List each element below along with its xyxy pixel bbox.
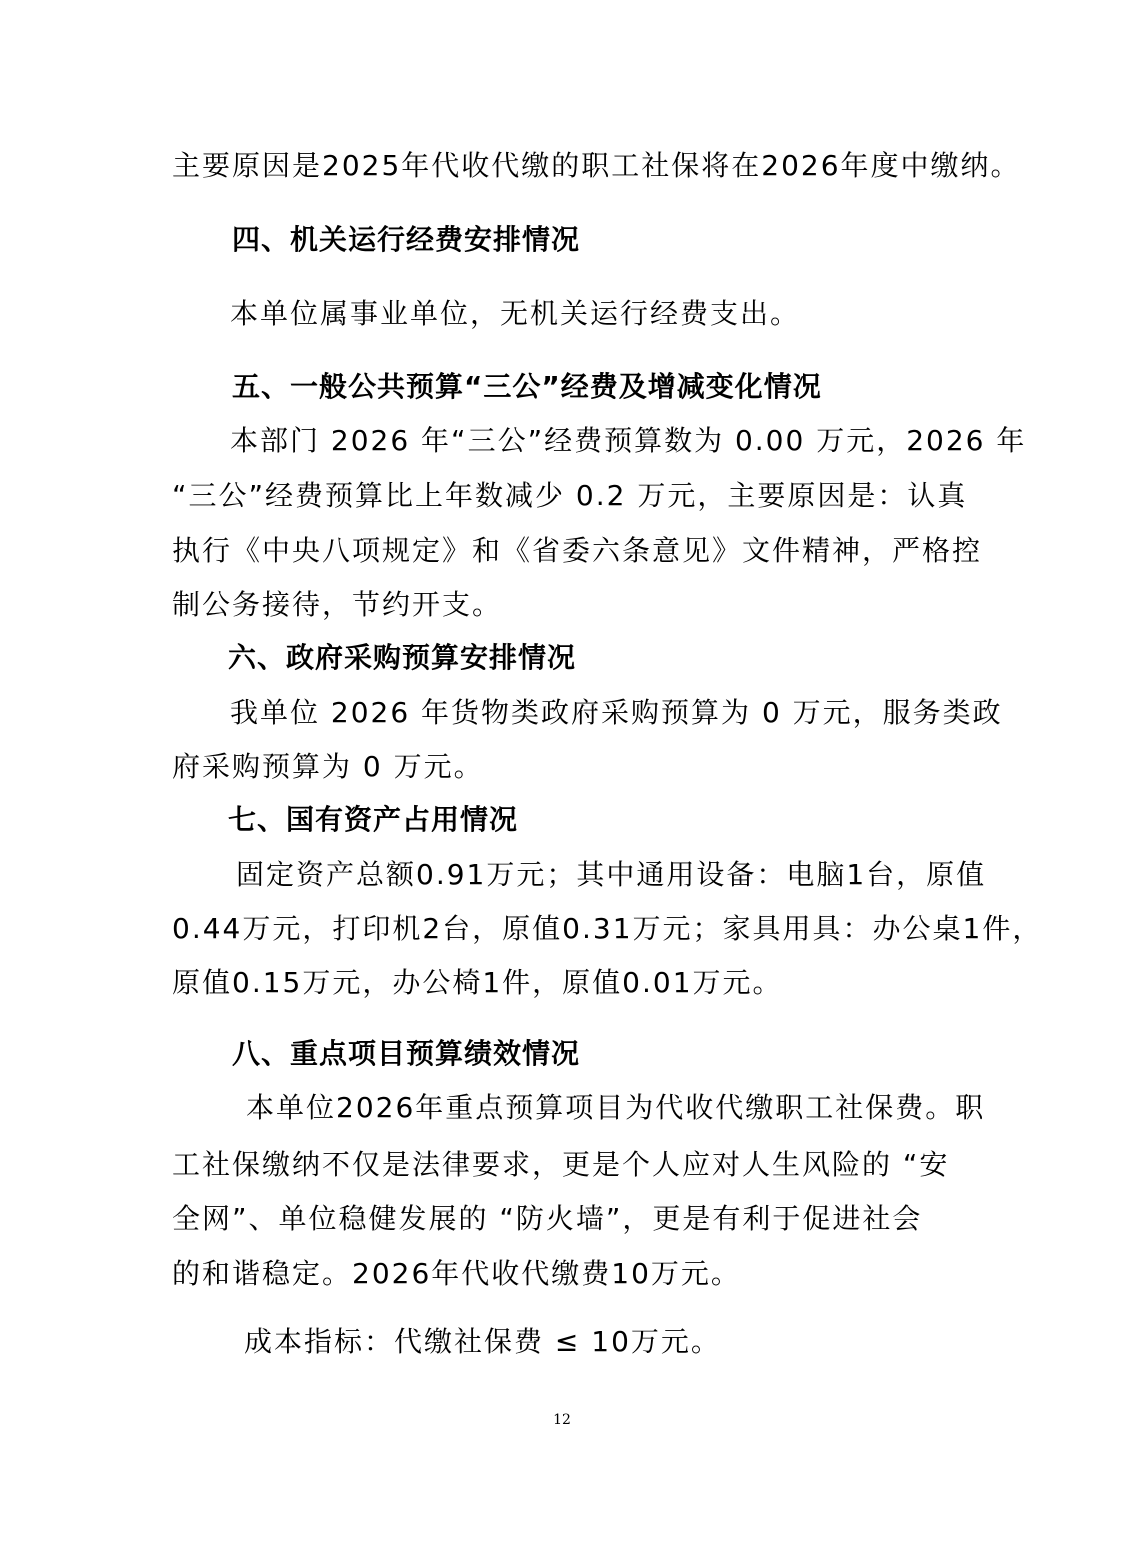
section-heading-4: 四、机关运行经费安排情况: [232, 223, 581, 256]
paragraph-line: 成本指标：代缴社保费 ≤ 10万元。: [244, 1325, 721, 1358]
section-heading-5: 五、一般公共预算“三公”经费及增减变化情况: [232, 370, 822, 403]
paragraph-line: 0.44万元，打印机2台，原值0.31万元；家具用具：办公桌1件，: [172, 912, 1043, 945]
paragraph-line: 本单位2026年重点预算项目为代收代缴职工社保费。职: [246, 1091, 986, 1124]
paragraph-line: 工社保缴纳不仅是法律要求，更是个人应对人生风险的 “安: [172, 1148, 950, 1181]
paragraph-line: 固定资产总额0.91万元；其中通用设备：电脑1台，原值: [236, 858, 987, 891]
paragraph-line: 制公务接待，节约开支。: [172, 588, 503, 621]
paragraph-line: 原值0.15万元，办公椅1件，原值0.01万元。: [172, 966, 783, 999]
paragraph-line: 主要原因是2025年代收代缴的职工社保将在2026年度中缴纳。: [172, 149, 1021, 182]
paragraph-line: 本部门 2026 年“三公”经费预算数为 0.00 万元，2026 年: [230, 424, 1027, 457]
page-number: 12: [553, 1412, 571, 1428]
paragraph-line: 府采购预算为 0 万元。: [172, 750, 484, 783]
paragraph-line: 全网”、单位稳健发展的 “防火墙”，更是有利于促进社会: [172, 1202, 923, 1235]
paragraph-line: “三公”经费预算比上年数减少 0.2 万元，主要原因是：认真: [172, 479, 968, 512]
paragraph-line: 的和谐稳定。2026年代收代缴费10万元。: [172, 1257, 741, 1290]
section-heading-7: 七、国有资产占用情况: [228, 803, 519, 836]
paragraph-line: 执行《中央八项规定》和《省委六条意见》文件精神，严格控: [172, 534, 983, 567]
section-heading-8: 八、重点项目预算绩效情况: [232, 1037, 581, 1070]
paragraph-line: 我单位 2026 年货物类政府采购预算为 0 万元，服务类政: [230, 696, 1003, 729]
paragraph-line: 本单位属事业单位，无机关运行经费支出。: [230, 297, 801, 330]
section-heading-6: 六、政府采购预算安排情况: [228, 641, 577, 674]
